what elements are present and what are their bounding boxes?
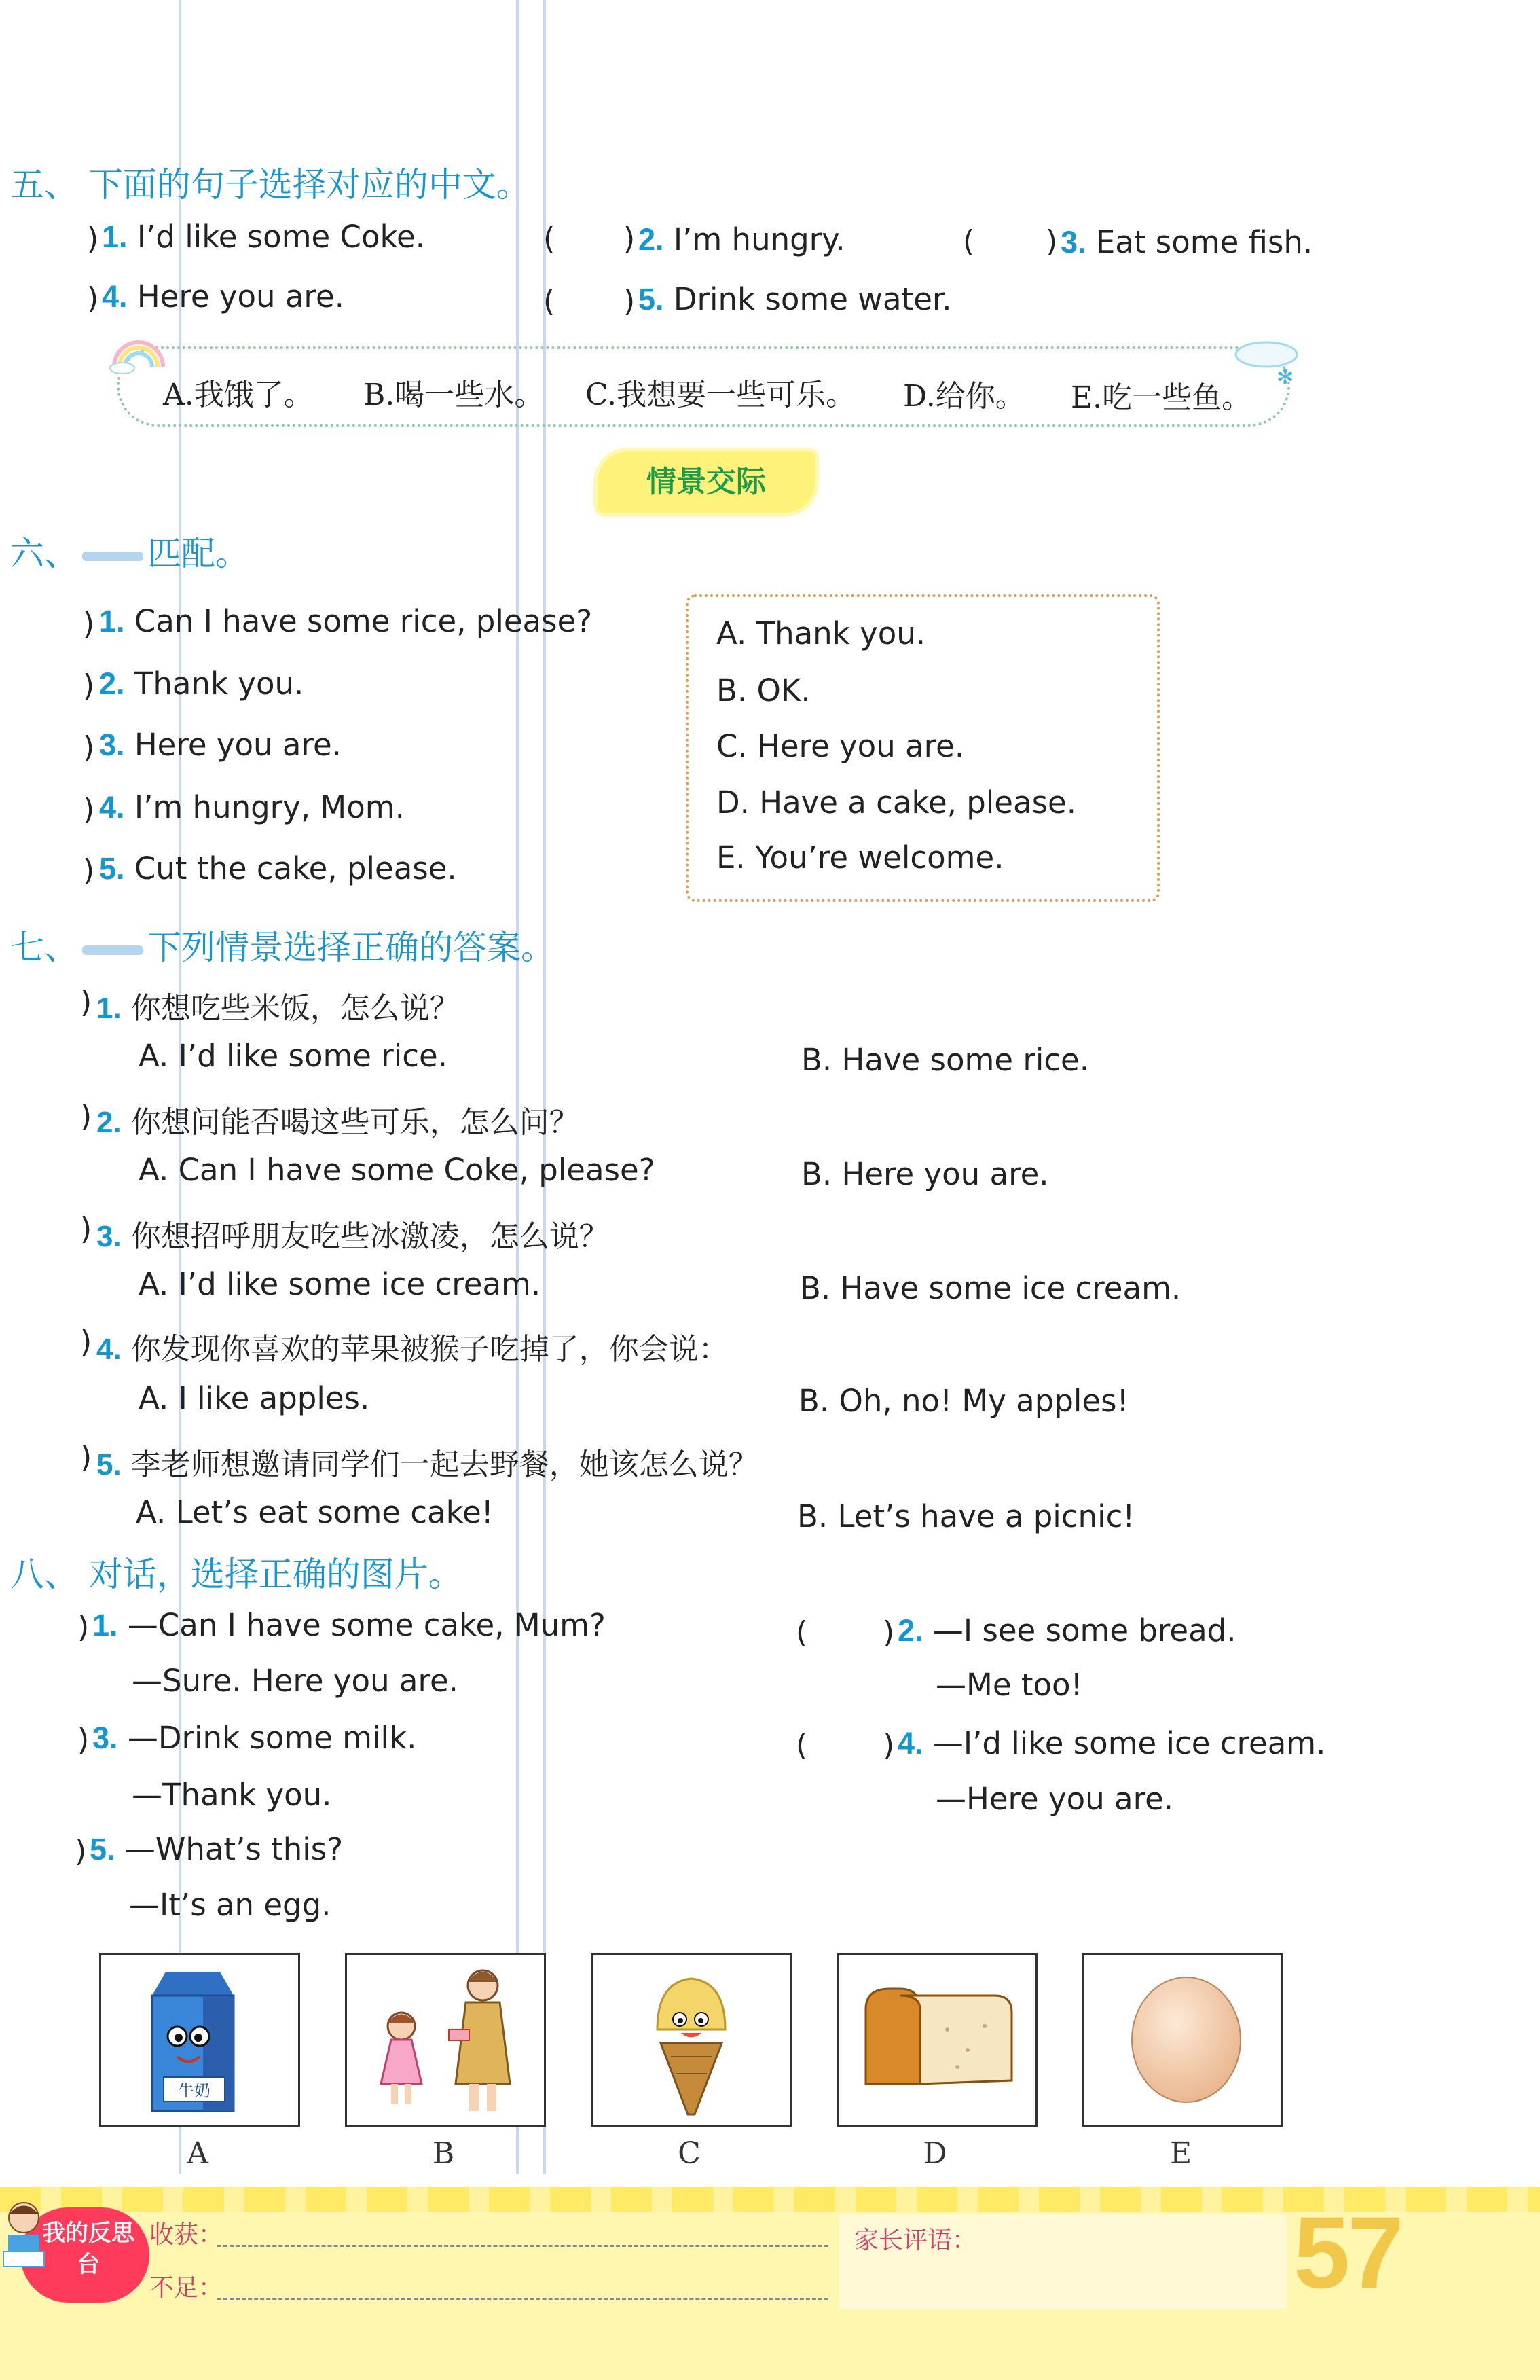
- picture-c: [591, 1953, 792, 2127]
- s7-q2-option-b: B. Here you are.: [801, 1156, 1049, 1192]
- s5-option-a: A.我饿了。: [163, 378, 314, 412]
- s5-item-1: 1. I’d like some Coke.: [102, 219, 425, 255]
- badge-text: 我的反思台: [42, 2220, 134, 2278]
- s6-item-5: 5. Cut the cake, please.: [99, 850, 457, 886]
- s8-item-5: 5. —What’s this?: [90, 1831, 344, 1867]
- s5-item-4: 4. Here you are.: [102, 278, 344, 314]
- answer-paren[interactable]: ): [87, 281, 99, 316]
- s6-answer-d: D. Have a cake, please.: [716, 785, 1077, 821]
- answer-paren[interactable]: ): [77, 1723, 90, 1757]
- picture-e: [1082, 1953, 1283, 2127]
- picture-d: [837, 1953, 1038, 2127]
- s8-item-4: 4. —I’d like some ice cream.: [898, 1725, 1326, 1761]
- svg-text:✻: ✻: [1277, 365, 1294, 387]
- mother-girl-cake-icon: [347, 1955, 544, 2125]
- s8-item-5-line2: —It’s an egg.: [129, 1887, 331, 1923]
- harvest-line[interactable]: [217, 2245, 828, 2247]
- binding-line: [516, 0, 519, 2174]
- answer-paren[interactable]: (: [543, 284, 555, 319]
- answer-paren[interactable]: ): [83, 730, 95, 765]
- shortage-label: 不足：: [149, 2274, 223, 2302]
- answer-paren[interactable]: ): [80, 1212, 92, 1246]
- answer-paren[interactable]: ): [80, 1324, 92, 1359]
- answer-paren[interactable]: (: [796, 1728, 808, 1763]
- answer-paren[interactable]: ): [623, 221, 636, 256]
- s5-option-b: B.喝一些水。: [363, 378, 545, 412]
- picture-label-c: C: [678, 2136, 701, 2171]
- s5-option-c: C.我想要一些可乐。: [585, 378, 856, 412]
- s7-q3-option-b: B. Have some ice cream.: [800, 1270, 1181, 1306]
- s6-answer-e: E. You’re welcome.: [716, 840, 1004, 876]
- s7-q4-option-b: B. Oh, no! My apples!: [799, 1383, 1129, 1419]
- s8-item-1: 1. —Can I have some cake, Mum?: [92, 1607, 606, 1643]
- s7-q5-option-b: B. Let’s have a picnic!: [797, 1498, 1135, 1534]
- answer-paren[interactable]: ): [80, 985, 92, 1020]
- s5-item-2: 2. I’m hungry.: [638, 221, 845, 257]
- section5-title: 五、 下面的句子选择对应的中文。: [10, 165, 530, 204]
- s8-item-3: 3. —Drink some milk.: [92, 1720, 417, 1756]
- section8-title: 八、 对话，选择正确的图片。: [10, 1555, 462, 1594]
- binding-line: [543, 0, 546, 2174]
- s6-item-4: 4. I’m hungry, Mom.: [99, 789, 405, 825]
- answer-paren[interactable]: (: [963, 224, 975, 259]
- answer-paren[interactable]: ): [623, 284, 636, 319]
- s6-answer-b: B. OK.: [716, 672, 811, 708]
- answer-paren[interactable]: ): [83, 792, 95, 827]
- blurred-mark: [82, 552, 143, 561]
- s7-q3-option-a: A. I’d like some ice cream.: [139, 1266, 541, 1302]
- answer-paren[interactable]: ): [883, 1615, 895, 1650]
- picture-label-b: B: [432, 2136, 455, 2171]
- section7-title: 七、 下列情景选择正确的答案。: [10, 928, 555, 967]
- answer-paren[interactable]: ): [1046, 224, 1058, 259]
- s5-option-e: E.吃一些鱼。: [1071, 380, 1252, 415]
- answer-paren[interactable]: ): [83, 607, 95, 641]
- s7-q5-option-a: A. Let’s eat some cake!: [136, 1494, 494, 1530]
- answer-paren[interactable]: ): [77, 1610, 90, 1644]
- s6-answer-c: C. Here you are.: [716, 728, 965, 764]
- harvest-label: 收获：: [149, 2221, 223, 2249]
- parent-comment-label: 家长评语：: [854, 2226, 977, 2254]
- s7-q4-option-a: A. I like apples.: [139, 1380, 370, 1416]
- page-number: 57: [1294, 2195, 1401, 2309]
- picture-a: [99, 1953, 300, 2127]
- s6-item-1: 1. Can I have some rice, please?: [99, 603, 593, 639]
- answer-paren[interactable]: ): [883, 1728, 895, 1763]
- s8-item-1-line2: —Sure. Here you are.: [132, 1663, 458, 1699]
- s5-item-3: 3. Eat some fish.: [1061, 224, 1313, 260]
- s7-q2: 2. 你想问能否喝这些可乐，怎么问？: [96, 1105, 579, 1140]
- shortage-line[interactable]: [217, 2298, 828, 2300]
- s6-item-2: 2. Thank you.: [99, 666, 304, 702]
- s5-option-d: D.给你。: [903, 379, 1025, 414]
- milk-carton-icon: [101, 1955, 298, 2125]
- s5-item-5: 5. Drink some water.: [638, 281, 952, 317]
- answer-paren[interactable]: (: [543, 221, 555, 256]
- answer-paren[interactable]: (: [796, 1615, 808, 1650]
- s7-q2-option-a: A. Can I have some Coke, please?: [139, 1152, 655, 1188]
- answer-paren[interactable]: ): [83, 668, 95, 703]
- answer-paren[interactable]: ): [75, 1834, 87, 1869]
- s7-q1-option-a: A. I’d like some rice.: [139, 1038, 448, 1074]
- s8-item-2-line2: —Me too!: [936, 1667, 1083, 1703]
- answer-paren[interactable]: ): [87, 221, 99, 256]
- s8-item-3-line2: —Thank you.: [132, 1777, 332, 1813]
- picture-label-a: A: [187, 2136, 208, 2171]
- s6-answer-a: A. Thank you.: [716, 615, 926, 651]
- s6-item-3: 3. Here you are.: [99, 727, 342, 763]
- picture-label-e: E: [1169, 2136, 1192, 2171]
- section6-title: 六、 匹配。: [10, 534, 249, 573]
- answer-paren[interactable]: ): [80, 1099, 92, 1134]
- banner-text: 情景交际: [646, 465, 766, 499]
- s7-q1: 1. 你想吃些米饭，怎么说？: [96, 991, 460, 1026]
- s7-q4: 4. 你发现你喜欢的苹果被猴子吃掉了，你会说：: [96, 1332, 729, 1367]
- bread-loaf-icon: [839, 1955, 1035, 2125]
- s7-q5: 5. 李老师想邀请同学们一起去野餐，她该怎么说？: [96, 1447, 758, 1482]
- s8-item-2: 2. —I see some bread.: [898, 1612, 1236, 1648]
- egg-icon: [1084, 1955, 1281, 2125]
- svg-text:牛奶: 牛奶: [178, 2081, 210, 2100]
- picture-b: [345, 1953, 546, 2127]
- ice-cream-cone-icon: [593, 1955, 790, 2125]
- answer-paren[interactable]: ): [83, 853, 95, 888]
- s7-q1-option-b: B. Have some rice.: [801, 1042, 1090, 1078]
- blurred-mark: [82, 945, 143, 955]
- s7-q3: 3. 你想招呼朋友吃些冰激凌，怎么说？: [96, 1219, 609, 1254]
- answer-paren[interactable]: ): [80, 1440, 92, 1475]
- rainbow-cloud-icon: [109, 333, 170, 374]
- s8-item-4-line2: —Here you are.: [936, 1781, 1174, 1817]
- picture-label-d: D: [923, 2136, 947, 2171]
